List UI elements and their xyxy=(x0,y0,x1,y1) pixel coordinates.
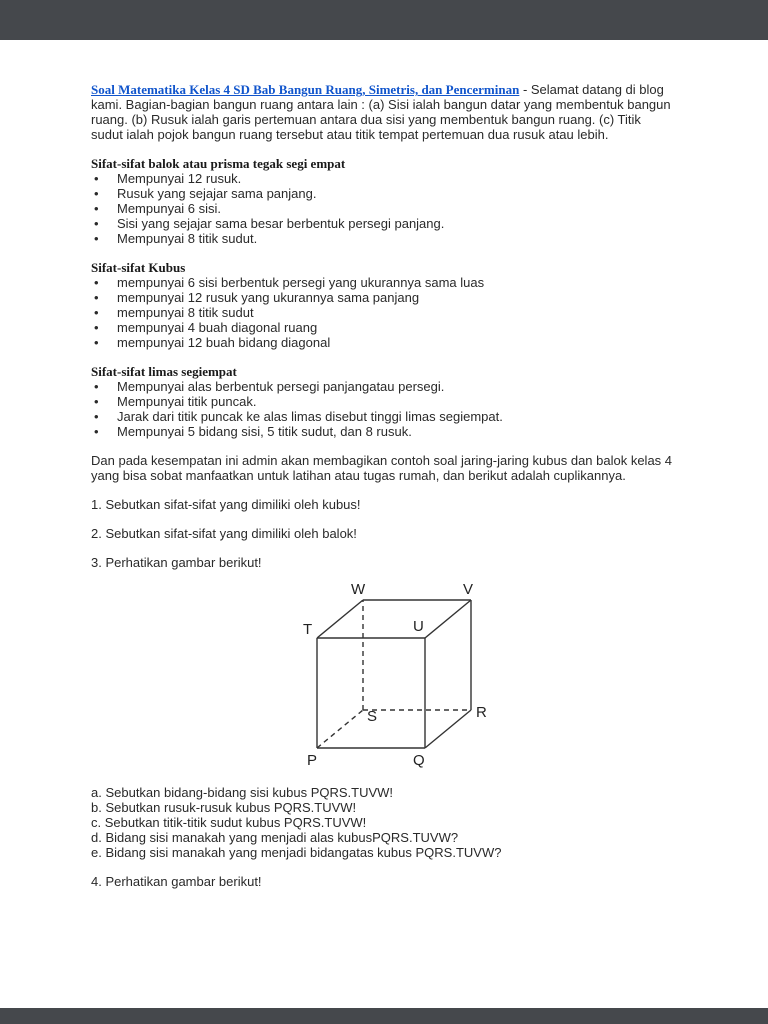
list-item-text: Mempunyai 5 bidang sisi, 5 titik sudut, dan 8 rusuk. xyxy=(117,424,412,439)
sub-question-e: e. Bidang sisi manakah yang menjadi bidangatas kubus PQRS.TUVW? xyxy=(91,845,502,860)
list-item xyxy=(91,216,676,231)
question-3: 3. Perhatikan gambar berikut! xyxy=(91,555,262,570)
question-1: 1. Sebutkan sifat-sifat yang dimiliki oleh kubus! xyxy=(91,497,361,512)
bullet: • xyxy=(94,231,99,246)
vertex-label-T: T xyxy=(303,621,313,638)
question-2: 2. Sebutkan sifat-sifat yang dimiliki oleh balok! xyxy=(91,526,357,541)
list-item xyxy=(91,394,676,409)
bullet: • xyxy=(94,335,99,350)
list-item xyxy=(91,305,676,320)
vertex-label-U: U xyxy=(413,618,424,635)
list-item-text: Sisi yang sejajar sama besar berbentuk persegi panjang. xyxy=(117,216,445,231)
sub-question-d: d. Bidang sisi manakah yang menjadi alas kubusPQRS.TUVW? xyxy=(91,830,459,845)
section-heading-limas: Sifat-sifat limas segiempat xyxy=(91,364,237,379)
list-item-text: mempunyai 6 sisi berbentuk persegi yang ukurannya sama luas xyxy=(117,275,485,290)
bullet: • xyxy=(94,275,99,290)
list-item xyxy=(91,320,676,335)
bullet: • xyxy=(94,186,99,201)
list-item-text: Mempunyai alas berbentuk persegi panjangatau persegi. xyxy=(117,379,445,394)
list-item-text: Jarak dari titik puncak ke alas limas disebut tinggi limas segiempat. xyxy=(117,409,503,424)
vertex-label-Q: Q xyxy=(413,752,425,769)
document-title-link[interactable]: Soal Matematika Kelas 4 SD Bab Bangun Ruang, Simetris, dan Pencerminan xyxy=(91,82,520,97)
list-item-text: Mempunyai titik puncak. xyxy=(117,394,257,409)
question-4: 4. Perhatikan gambar berikut! xyxy=(91,874,262,889)
list-item-text: mempunyai 12 buah bidang diagonal xyxy=(117,335,331,350)
intro-paragraph xyxy=(91,82,676,142)
bullet: • xyxy=(94,394,99,409)
bullet: • xyxy=(94,409,99,424)
list-item-text: Rusuk yang sejajar sama panjang. xyxy=(117,186,317,201)
sub-question-b: b. Sebutkan rusuk-rusuk kubus PQRS.TUVW! xyxy=(91,800,357,815)
kubus-properties-list xyxy=(91,275,676,350)
list-item-text: mempunyai 4 buah diagonal ruang xyxy=(117,320,318,335)
vertex-label-V: V xyxy=(463,581,474,598)
vertex-label-W: W xyxy=(351,581,366,598)
document-page xyxy=(0,40,768,1008)
list-item xyxy=(91,186,676,201)
list-item xyxy=(91,424,676,439)
bullet: • xyxy=(94,424,99,439)
bullet: • xyxy=(94,290,99,305)
bullet: • xyxy=(94,171,99,186)
sub-question-list xyxy=(91,785,676,860)
list-item-text: Mempunyai 12 rusuk. xyxy=(117,171,242,186)
list-item-text: mempunyai 12 rusuk yang ukurannya sama panjang xyxy=(117,290,420,305)
sub-question-a: a. Sebutkan bidang-bidang sisi kubus PQRS.TUVW! xyxy=(91,785,394,800)
cube-solid-edges xyxy=(317,600,471,748)
list-item-text: Mempunyai 6 sisi. xyxy=(117,201,222,216)
section-heading-balok: Sifat-sifat balok atau prisma tegak segi empat xyxy=(91,156,346,171)
bullet: • xyxy=(94,379,99,394)
bullet: • xyxy=(94,305,99,320)
list-item xyxy=(91,231,676,246)
limas-properties-list xyxy=(91,379,676,439)
vertex-label-P: P xyxy=(307,752,318,769)
list-item xyxy=(91,201,676,216)
list-item xyxy=(91,409,676,424)
bullet: • xyxy=(94,216,99,231)
list-item-text: Mempunyai 8 titik sudut. xyxy=(117,231,258,246)
bullet: • xyxy=(94,201,99,216)
cube-figure xyxy=(303,580,503,775)
cube-diagram xyxy=(303,580,503,775)
list-item xyxy=(91,171,676,186)
list-item-text: mempunyai 8 titik sudut xyxy=(117,305,254,320)
balok-properties-list xyxy=(91,171,676,246)
list-item xyxy=(91,379,676,394)
section-heading-kubus: Sifat-sifat Kubus xyxy=(91,260,186,275)
vertex-label-R: R xyxy=(476,704,487,721)
intro-text: - Selamat datang di blog kami. Bagian-bagian bangun ruang antara lain : (a) Sisi ialah bangun datar yang membentuk bangun ruang. (b) Rusuk ialah garis pertemuan antara dua sisi yang membentuk bangun ruang. (c) Titik sudut ialah pojok bangun ruang tersebut atau titik tempat pertemuan dua rusuk atau lebih. xyxy=(91,82,671,142)
list-item xyxy=(91,290,676,305)
list-item xyxy=(91,335,676,350)
bullet: • xyxy=(94,320,99,335)
list-item xyxy=(91,275,676,290)
closing-paragraph: Dan pada kesempatan ini admin akan membagikan contoh soal jaring-jaring kubus dan balok kelas 4 yang bisa sobat manfaatkan untuk latihan atau tugas rumah, dan berikut adalah cuplikannya. xyxy=(91,453,673,483)
vertex-label-S: S xyxy=(367,708,378,725)
cube-hidden-edges xyxy=(317,600,471,748)
sub-question-c: c. Sebutkan titik-titik sudut kubus PQRS.TUVW! xyxy=(91,815,367,830)
